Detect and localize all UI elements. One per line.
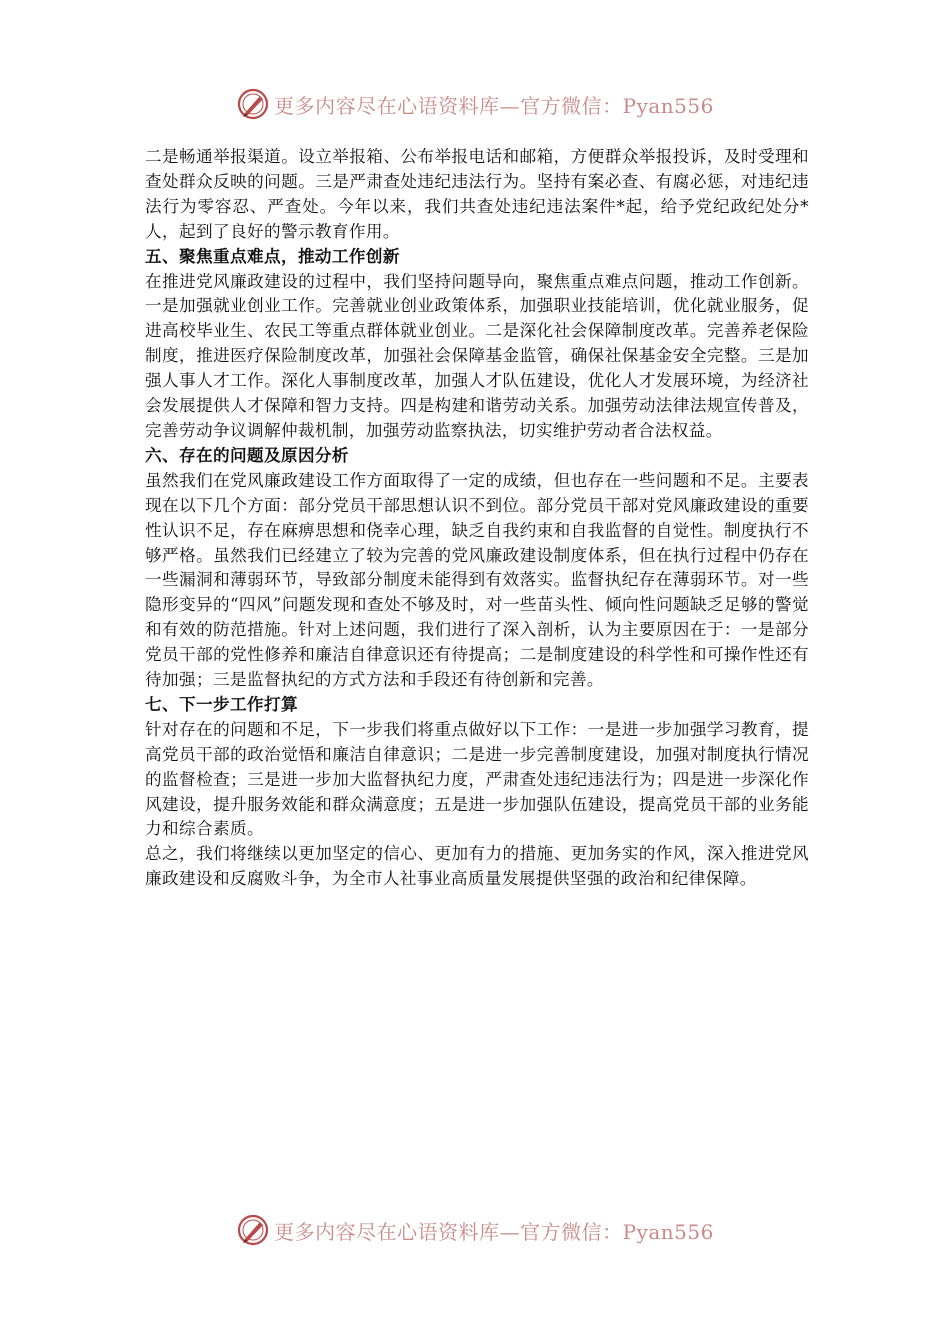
watermark-text: 更多内容尽在心语资料库—官方微信：Pyan556 [274, 1219, 714, 1244]
section-heading: 五、聚焦重点难点，推动工作创新 [145, 246, 400, 266]
section-heading: 七、下一步工作打算 [145, 694, 298, 714]
paragraph: 针对存在的问题和不足，下一步我们将重点做好以下工作：一是进一步加强学习教育，提高党员干部的政治觉悟和廉洁自律意识；二是进一步完善制度建设，加强对制度执行情况的监督检查；三是进一步加大监督执纪力度，严肃查处违纪违法行为；四是进一步深化作风建设，提升服务效能和群众满意度；五是进一步加强队伍建设，提高党员干部的业务能力和综合素质。 [145, 719, 809, 839]
paragraph: 二是畅通举报渠道。设立举报箱、公布举报电话和邮箱，方便群众举报投诉，及时受理和查处群众反映的问题。三是严肃查处违纪违法行为。坚持有案必查、有腐必惩，对违纪违法行为零容忍、严查处。今年以来，我们共查处违纪违法案件*起，给予党纪政纪处分*人，起到了良好的警示教育作用。 [145, 147, 809, 241]
section-heading: 六、存在的问题及原因分析 [145, 445, 349, 465]
paragraph: 虽然我们在党风廉政建设工作方面取得了一定的成绩，但也存在一些问题和不足。主要表现在以下几个方面：部分党员干部思想认识不到位。部分党员干部对党风廉政建设的重要性认识不足，存在麻痹思想和侥幸心理，缺乏自我约束和自我监督的自觉性。制度执行不够严格。虽然我们已经建立了较为完善的党风廉政建设制度体系，但在执行过程中仍存在一些漏洞和薄弱环节，导致部分制度未能得到有效落实。监督执纪存在薄弱环节。对一些隐形变异的“四风”问题发现和查处不够及时，对一些苗头性、倾向性问题缺乏足够的警觉和有效的防范措施。针对上述问题，我们进行了深入剖析，认为主要原因在于：一是部分党员干部的党性修养和廉洁自律意识还有待提高；二是制度建设的科学性和可操作性还有待加强；三是监督执纪的方式方法和手段还有待创新和完善。 [145, 470, 809, 690]
paragraph: 总之，我们将继续以更加坚定的信心、更加有力的措施、更加务实的作风，深入推进党风廉政建设和反腐败斗争，为全市人社事业高质量发展提供坚强的政治和纪律保障。 [145, 844, 809, 889]
pen-seal-icon [236, 1213, 270, 1247]
pen-seal-icon [236, 87, 270, 121]
footer-watermark [0, 1210, 950, 1250]
document-body [145, 145, 809, 892]
header-watermark [0, 84, 950, 124]
watermark-text: 更多内容尽在心语资料库—官方微信：Pyan556 [274, 93, 714, 118]
paragraph: 在推进党风廉政建设的过程中，我们坚持问题导向，聚焦重点难点问题，推动工作创新。一是加强就业创业工作。完善就业创业政策体系，加强职业技能培训，优化就业服务，促进高校毕业生、农民工等重点群体就业创业。二是深化社会保障制度改革。完善养老保险制度，推进医疗保险制度改革，加强社会保障基金监管，确保社保基金安全完整。三是加强人事人才工作。深化人事制度改革，加强人才队伍建设，优化人才发展环境，为经济社会发展提供人才保障和智力支持。四是构建和谐劳动关系。加强劳动法律法规宣传普及，完善劳动争议调解仲裁机制，加强劳动监察执法，切实维护劳动者合法权益。 [145, 271, 809, 440]
